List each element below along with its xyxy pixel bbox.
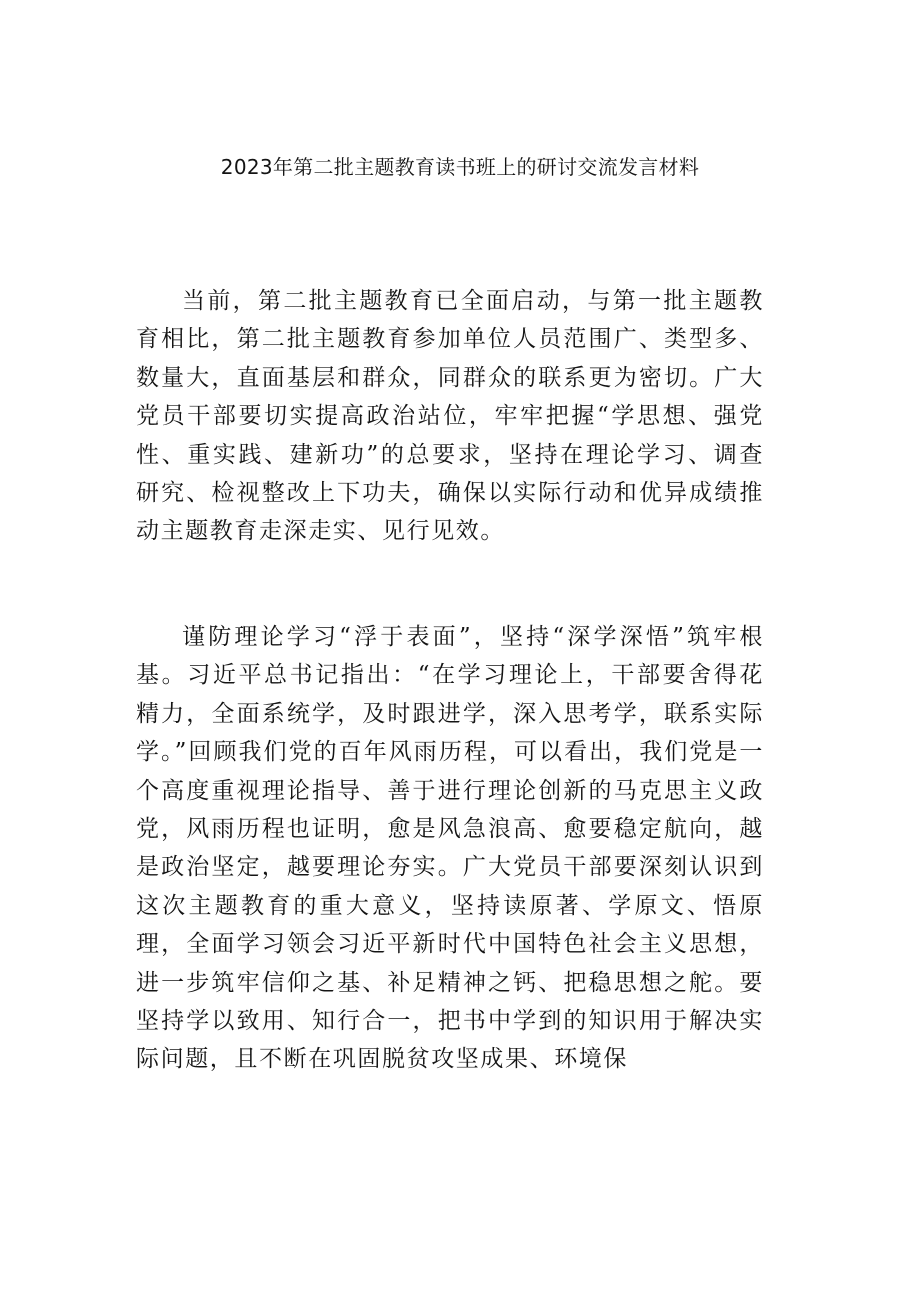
body-paragraph-2: 谨防理论学习“浮于表面”，坚持“深学深悟”筑牢根基。习近平总书记指出：“在学习理论上，干部要舍得花精力，全面系统学，及时跟进学，深入思考学，联系实际学。”回顾我们党的百年风雨历程，可以看出，我们党是一个高度重视理论指导、善于进行理论创新的马克思主义政党，风雨历程也证明，愈是风急浪高、愈要稳定航向，越是政治坚定，越要理论夯实。广大党员干部要深刻认识到这次主题教育的重大意义，坚持读原著、学原文、悟原理，全面学习领会习近平新时代中国特色社会主义思想，进一步筑牢信仰之基、补足精神之钙、把稳思想之舵。要坚持学以致用、知行合一，把书中学到的知识用于解决实际问题，且不断在巩固脱贫攻坚成果、环境保 (136, 624, 764, 1073)
body-paragraph-1: 当前，第二批主题教育已全面启动，与第一批主题教育相比，第二批主题教育参加单位人员范围广、类型多、数量大，直面基层和群众，同群众的联系更为密切。广大党员干部要切实提高政治站位，牢牢把握“学思想、强党性、重实践、建新功”的总要求，坚持在理论学习、调查研究、检视整改上下功夫，确保以实际行动和优异成绩推动主题教育走深走实、见行见效。 (136, 288, 764, 545)
document-title: 2023年第二批主题教育读书班上的研讨交流发言材料 (220, 155, 700, 179)
